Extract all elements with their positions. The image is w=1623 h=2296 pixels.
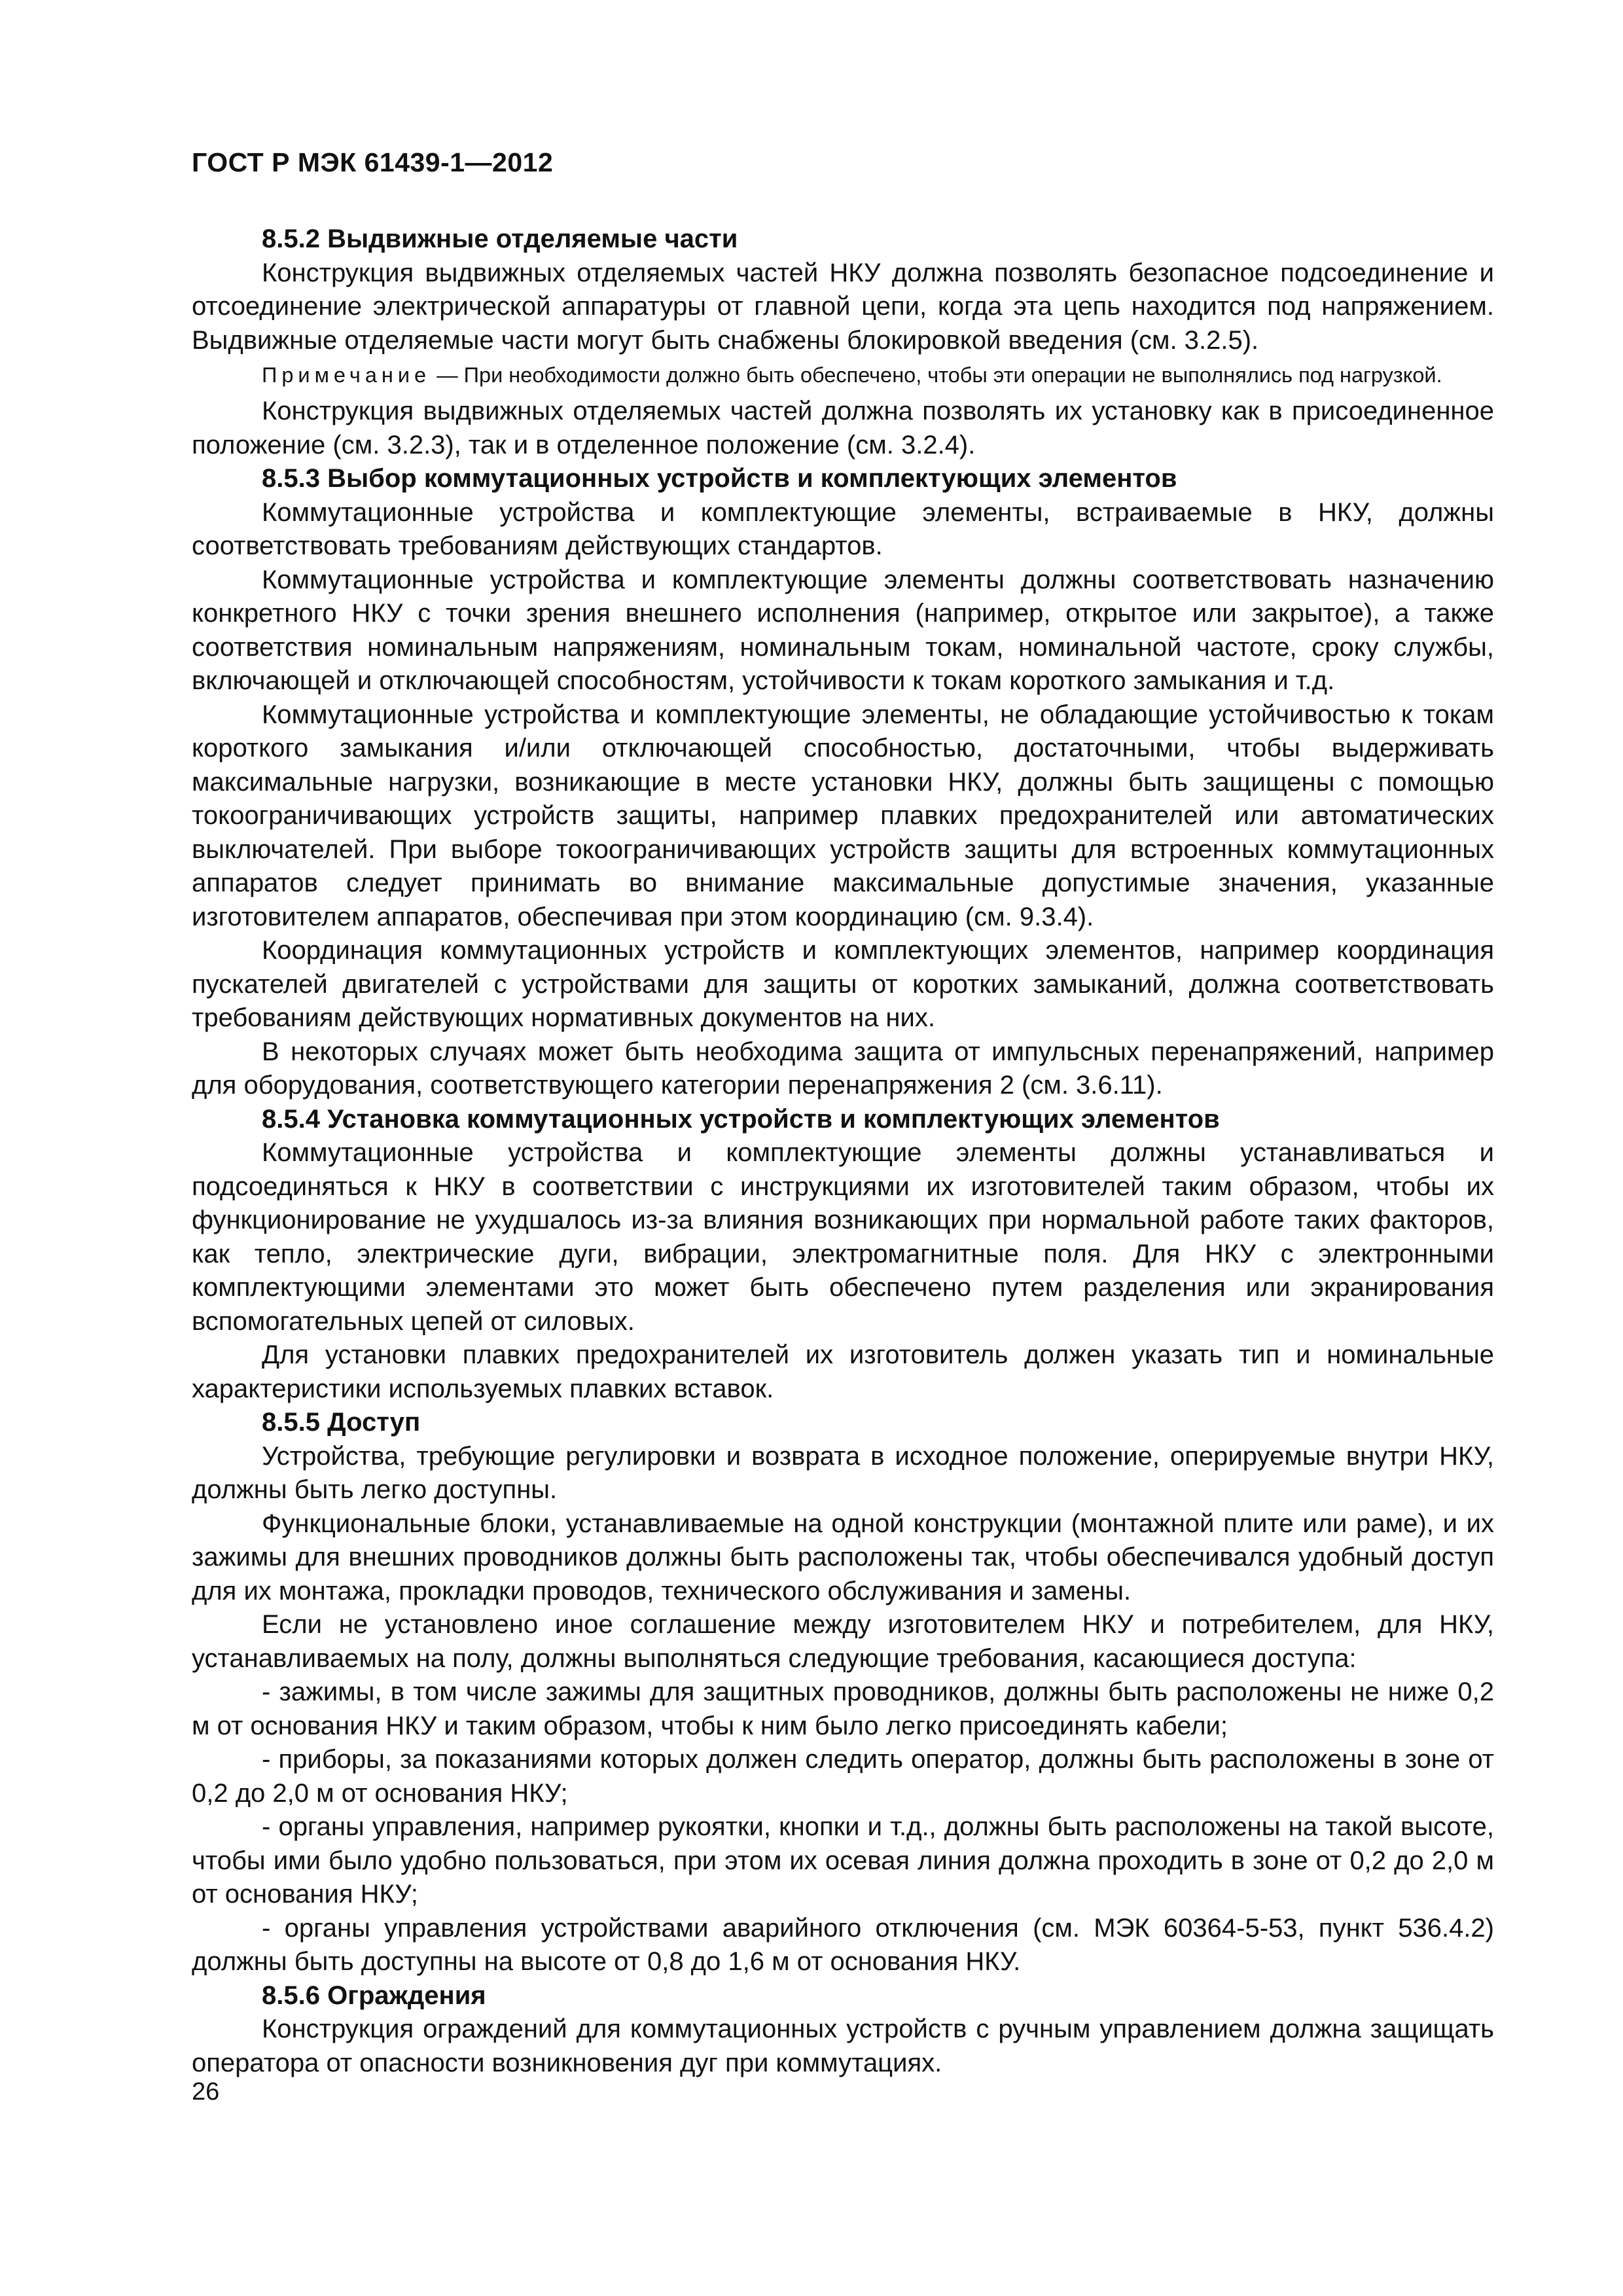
section-heading-8-5-3: 8.5.3 Выбор коммутационных устройств и комплектующих элементов — [262, 464, 1177, 493]
paragraph: В некоторых случаях может быть необходима защита от импульсных перенапряжений, например для оборудования, соответствующего категории перенапряжения 2 (см. 3.6.11). — [192, 1037, 1494, 1100]
paragraph: Устройства, требующие регулировки и возврата в исходное положение, оперируемые внутри НКУ, должны быть легко доступны. — [192, 1441, 1494, 1504]
list-item: - приборы, за показаниями которых должен следить оператор, должны быть расположены в зоне от 0,2 до 2,0 м от основания НКУ; — [192, 1745, 1494, 1808]
paragraph: Для установки плавких предохранителей их изготовитель должен указать тип и номинальные характеристики используемых плавких вставок. — [192, 1340, 1494, 1403]
note-text: — При необходимости должно быть обеспечено, чтобы эти операции не выполнялись под нагрузкой. — [431, 363, 1442, 387]
page-number: 26 — [192, 2078, 220, 2106]
paragraph: Конструкция выдвижных отделяемых частей должна позволять их установку как в присоединенное положение (см. 3.2.3), так и в отделенное положение (см. 3.2.4). — [192, 397, 1494, 459]
list-item: - зажимы, в том числе зажимы для защитных проводников, должны быть расположены не ниже 0,2 м от основания НКУ и таким образом, чтобы к ним было легко присоединять кабели; — [192, 1677, 1494, 1740]
document-code-header: ГОСТ Р МЭК 61439-1—2012 — [192, 147, 554, 177]
note — [192, 363, 1494, 388]
section-heading-8-5-6: 8.5.6 Ограждения — [262, 1981, 486, 2010]
note-label: Примечание — [262, 363, 431, 387]
section-heading-8-5-2: 8.5.2 Выдвижные отделяемые части — [262, 224, 738, 253]
paragraph: Коммутационные устройства и комплектующие элементы, встраиваемые в НКУ, должны соответствовать требованиям действующих стандартов. — [192, 497, 1494, 560]
paragraph: Коммутационные устройства и комплектующие элементы должны устанавливаться и подсоединяться к НКУ в соответствии с инструкциями их изготовителей таким образом, чтобы их функционирование не ухудшалось из-за влияния возникающих при нормальной работе таких факторов, как тепло, электрические дуги, вибрации, электромагнитные поля. Для НКУ с электронными комплектующими элементами это может быть обеспечено путем разделения или экранирования вспомогательных цепей от силовых. — [192, 1138, 1494, 1336]
paragraph: Коммутационные устройства и комплектующие элементы, не обладающие устойчивостью к токам короткого замыкания и/или отключающей способностью, достаточными, чтобы выдерживать максимальные нагрузки, возникающие в месте установки НКУ, должны быть защищены с помощью токоограничивающих устройств защиты, например плавких предохранителей или автоматических выключателей. При выборе токоограничивающих устройств защиты для встроенных коммутационных аппаратов следует принимать во внимание максимальные допустимые значения, указанные изготовителем аппаратов, обеспечивая при этом координацию (см. 9.3.4). — [192, 700, 1494, 931]
paragraph: Коммутационные устройства и комплектующие элементы должны соответствовать назначению конкретного НКУ с точки зрения внешнего исполнения (например, открытое или закрытое), а также соответствия номинальным напряжениям, номинальным токам, номинальной частоте, сроку службы, включающей и отключающей способностям, устойчивости к токам короткого замыкания и т.д. — [192, 565, 1494, 695]
paragraph: Если не установлено иное соглашение между изготовителем НКУ и потребителем, для НКУ, устанавливаемых на полу, должны выполняться следующие требования, касающиеся доступа: — [192, 1610, 1494, 1673]
section-heading-8-5-5: 8.5.5 Доступ — [262, 1408, 421, 1437]
section-heading-8-5-4: 8.5.4 Установка коммутационных устройств и комплектующих элементов — [262, 1104, 1220, 1134]
paragraph: Конструкция ограждений для коммутационных устройств с ручным управлением должна защищать оператора от опасности возникновения дуг при коммутациях. — [192, 2015, 1494, 2077]
paragraph: Координация коммутационных устройств и комплектующих элементов, например координация пускателей двигателей с устройствами для защиты от коротких замыканий, должна соответствовать требованиям действующих нормативных документов на них. — [192, 936, 1494, 1032]
list-item: - органы управления устройствами аварийного отключения (см. МЭК 60364-5-53, пункт 536.4.2) должны быть доступны на высоте от 0,8 до 1,6 м от основания НКУ. — [192, 1913, 1494, 1976]
list-item: - органы управления, например рукоятки, кнопки и т.д., должны быть расположены на такой высоте, чтобы ими было удобно пользоваться, при этом их осевая линия должна проходить в зоне от 0,2 до 2,0 м от основания НКУ; — [192, 1812, 1494, 1909]
paragraph: Конструкция выдвижных отделяемых частей НКУ должна позволять безопасное подсоединение и отсоединение электрической аппаратуры от главной цепи, когда эта цепь находится под напряжением. Выдвижные отделяемые части могут быть снабжены блокировкой введения (см. 3.2.5). — [192, 258, 1494, 355]
document-body — [192, 223, 1494, 2080]
paragraph: Функциональные блоки, устанавливаемые на одной конструкции (монтажной плите или раме), и их зажимы для внешних проводников должны быть расположены так, чтобы обеспечивался удобный доступ для их монтажа, прокладки проводов, технического обслуживания и замены. — [192, 1509, 1494, 1605]
